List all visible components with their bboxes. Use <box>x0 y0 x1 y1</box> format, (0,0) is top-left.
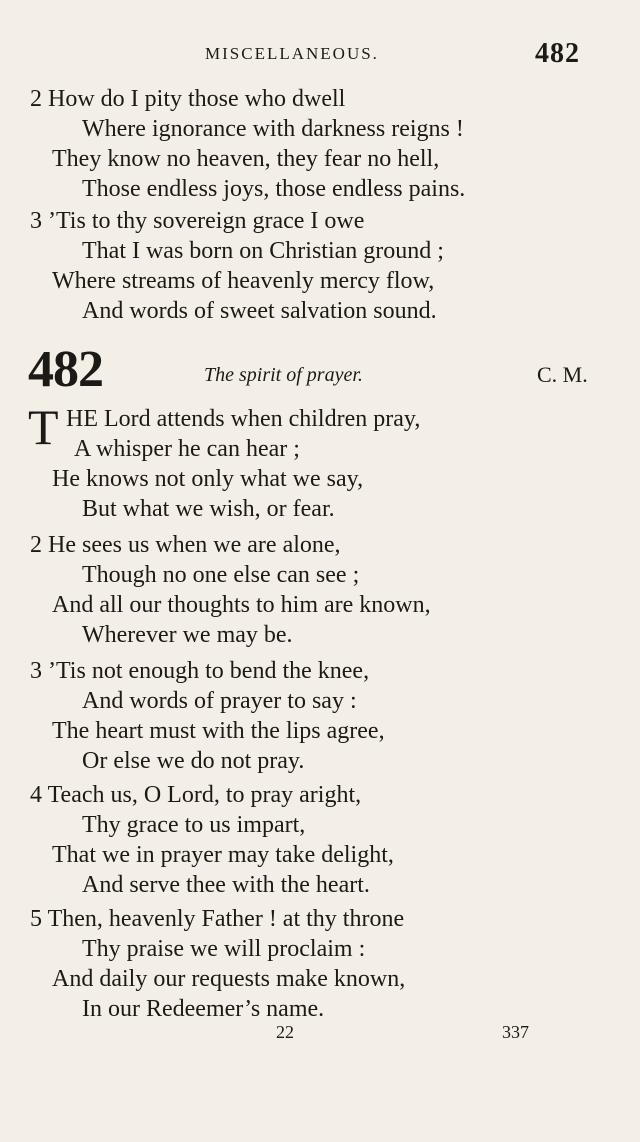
hymn-subject: The spirit of prayer. <box>204 364 363 386</box>
verse-line: Where streams of heavenly mercy flow, <box>52 268 435 294</box>
verse-line: HE Lord attends when children pray, <box>66 406 421 432</box>
verse-line: Where ignorance with darkness reigns ! <box>82 116 464 142</box>
page-number: 337 <box>502 1022 529 1042</box>
verse-line: And serve thee with the heart. <box>82 872 370 898</box>
verse-line: In our Redeemer’s name. <box>82 996 325 1022</box>
verse-line: Wherever we may be. <box>82 622 293 648</box>
running-head <box>0 40 640 70</box>
verse-line: That I was born on Christian ground ; <box>82 238 444 264</box>
verse-line: That we in prayer may take delight, <box>52 842 394 868</box>
hymn-header <box>0 342 640 398</box>
verse-line: 5 Then, heavenly Father ! at thy throne <box>30 906 405 932</box>
signature-mark: 22 <box>276 1022 294 1042</box>
verse-line: And words of prayer to say : <box>82 688 357 714</box>
verse-line: And all our thoughts to him are known, <box>52 592 431 618</box>
verse-line: Thy grace to us impart, <box>82 812 306 838</box>
verse-line: And words of sweet salvation sound. <box>82 298 437 324</box>
verse-line: 2 He sees us when we are alone, <box>30 532 341 558</box>
verse-line: But what we wish, or fear. <box>82 496 335 522</box>
verse-line: He knows not only what we say, <box>52 466 364 492</box>
verse-line: And daily our requests make known, <box>52 966 406 992</box>
verse-line: A whisper he can hear ; <box>74 436 300 462</box>
verse-line: 3 ’Tis to thy sovereign grace I owe <box>30 208 365 234</box>
verse-line: Or else we do not pray. <box>82 748 305 774</box>
verse-line: 2 How do I pity those who dwell <box>30 86 346 112</box>
verse-line: 4 Teach us, O Lord, to pray aright, <box>30 782 362 808</box>
verse-line: The heart must with the lips agree, <box>52 718 385 744</box>
verse-line: Those endless joys, those endless pains. <box>82 176 466 202</box>
drop-cap: T <box>28 399 59 455</box>
verse-line: Though no one else can see ; <box>82 562 360 588</box>
verse-line: 3 ’Tis not enough to bend the knee, <box>30 658 370 684</box>
verse-line: They know no heaven, they fear no hell, <box>52 146 440 172</box>
hymn-number: 482 <box>28 341 103 398</box>
page-footer <box>0 1022 640 1052</box>
running-hymn-number: 482 <box>535 38 580 69</box>
verse-line: Thy praise we will proclaim : <box>82 936 366 962</box>
hymn-meter: C. M. <box>537 362 588 387</box>
running-title: MISCELLANEOUS. <box>205 44 379 63</box>
